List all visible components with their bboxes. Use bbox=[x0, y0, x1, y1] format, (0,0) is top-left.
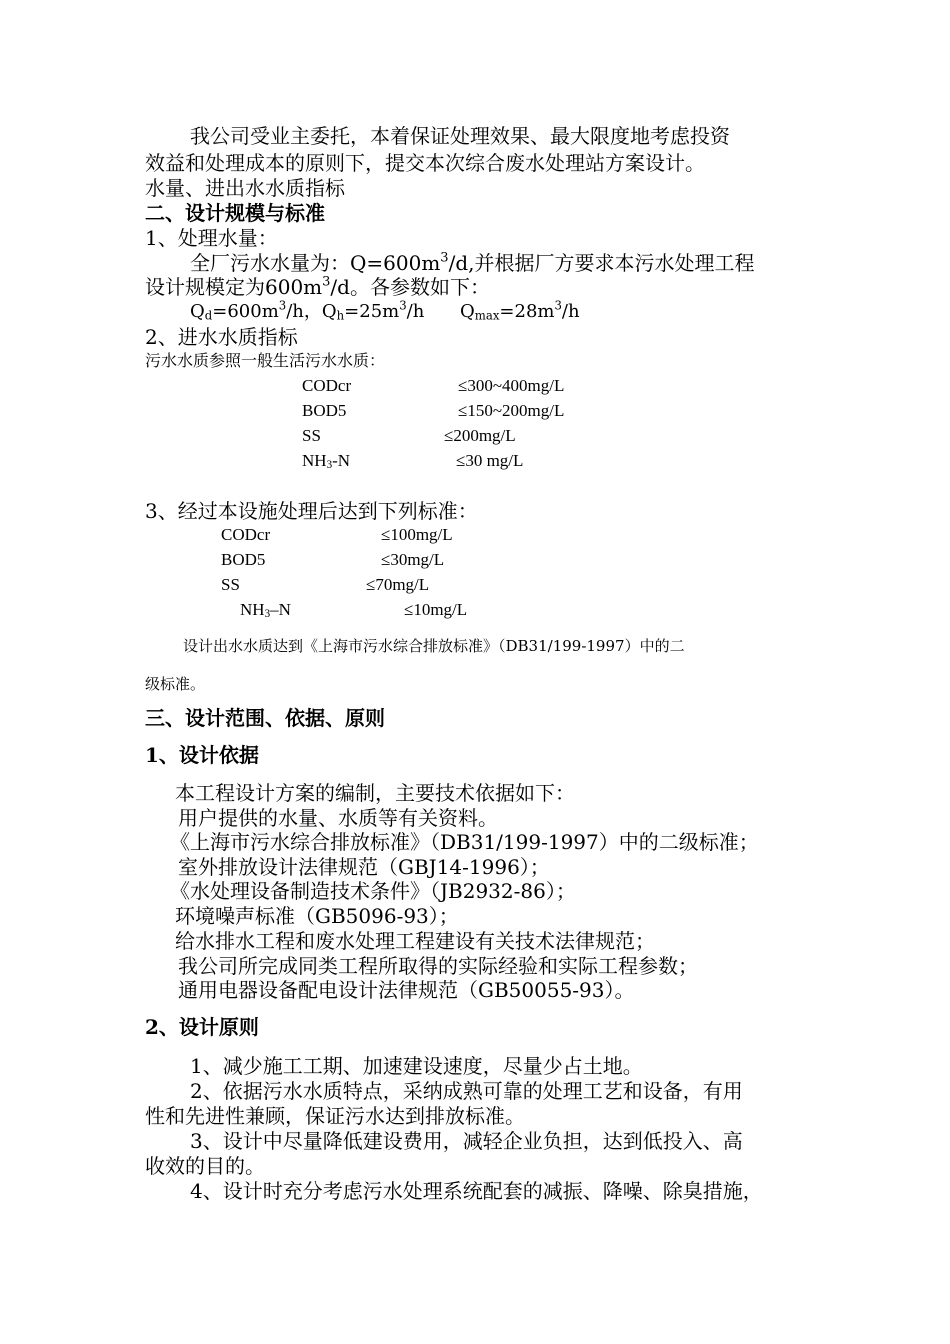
outlet-param-name-nh3: $NH_3-N$ bbox=[240, 600, 291, 621]
outlet-param-name: SS bbox=[221, 575, 240, 594]
basis-item: 《水处理设备制造技术条件》（JB2932-86）； bbox=[170, 879, 576, 903]
flow-text-1: 全厂污水水量为：$Q=600m^3/d$,并根据厂方要求本污水处理工程 bbox=[190, 250, 755, 275]
flow-title: 1、处理水量： bbox=[145, 226, 278, 250]
outlet-standard-line-1: 设计出水水质达到《上海市污水综合排放标准》（DB31/199-1997）中的二 bbox=[183, 637, 685, 655]
principle-3-line-2: 收效的目的。 bbox=[145, 1154, 265, 1178]
outlet-param-value: ≤70mg/L bbox=[366, 575, 430, 594]
principle-2-line-2: 性和先进性兼顾，保证污水达到排放标准。 bbox=[145, 1104, 525, 1128]
intro-line-3: 水量、进出水水质指标 bbox=[145, 176, 345, 200]
outlet-param-value: ≤100mg/L bbox=[381, 525, 453, 544]
inlet-param-value: ≤200mg/L bbox=[444, 426, 516, 445]
principles-heading: 2、设计原则 bbox=[145, 1015, 259, 1039]
principle-3-line-1: 3、设计中尽量降低建设费用，减轻企业负担，达到低投入、高 bbox=[190, 1129, 743, 1153]
basis-heading: 1、设计依据 bbox=[145, 743, 259, 767]
principle-4-line-1: 4、设计时充分考虑污水处理系统配套的减振、降噪、除臭措施， bbox=[190, 1179, 763, 1203]
section-2-heading: 二、设计规模与标准 bbox=[145, 201, 325, 225]
inlet-note: 污水水质参照一般生活污水水质： bbox=[145, 351, 386, 370]
section-3-heading: 三、设计范围、依据、原则 bbox=[145, 706, 385, 730]
inlet-title: 2、进水水质指标 bbox=[145, 325, 298, 349]
intro-line-2: 效益和处理成本的原则下，提交本次综合废水处理站方案设计。 bbox=[145, 151, 705, 175]
inlet-param-name: CODcr bbox=[302, 376, 352, 395]
inlet-param-value: ≤300~400mg/L bbox=[458, 376, 565, 395]
basis-item: 我公司所完成同类工程所取得的实际经验和实际工程参数； bbox=[178, 954, 698, 978]
basis-item: 环境噪声标准（GB5096-93）； bbox=[175, 904, 459, 928]
basis-item: 给水排水工程和废水处理工程建设有关技术法律规范； bbox=[175, 929, 655, 953]
basis-intro: 本工程设计方案的编制，主要技术依据如下： bbox=[175, 781, 575, 805]
principle-2-line-1: 2、依据污水水质特点，采纳成熟可靠的处理工艺和设备，有用 bbox=[190, 1079, 743, 1103]
flow-qmax: $Q_{max}=28m^3/h$ bbox=[460, 298, 580, 323]
outlet-standard-line-2: 级标准。 bbox=[145, 675, 206, 693]
inlet-param-value: ≤30 mg/L bbox=[456, 451, 524, 470]
flow-text-2: 设计规模定为$600m^3/d$。各参数如下： bbox=[145, 274, 490, 299]
basis-item: 通用电器设备配电设计法律规范（GB50055-93）。 bbox=[178, 978, 635, 1002]
outlet-param-value: ≤10mg/L bbox=[404, 600, 468, 619]
intro-line-1: 我公司受业主委托，本着保证处理效果、最大限度地考虑投资 bbox=[190, 124, 730, 148]
inlet-param-name: BOD5 bbox=[302, 401, 347, 420]
inlet-param-value: ≤150~200mg/L bbox=[458, 401, 565, 420]
inlet-param-name-nh3: $NH_3-N$ bbox=[302, 451, 351, 472]
outlet-param-name: BOD5 bbox=[221, 550, 266, 569]
inlet-param-name: SS bbox=[302, 426, 321, 445]
outlet-param-value: ≤30mg/L bbox=[381, 550, 445, 569]
basis-item: 《上海市污水综合排放标准》（DB31/199-1997）中的二级标准； bbox=[170, 830, 759, 854]
outlet-title: 3、经过本设施处理后达到下列标准： bbox=[145, 499, 478, 523]
flow-qd: $Q_d=600m^3/h$，$Q_h=25m^3/h$ bbox=[190, 298, 425, 323]
basis-item: 用户提供的水量、水质等有关资料。 bbox=[178, 806, 498, 830]
outlet-param-name: CODcr bbox=[221, 525, 271, 544]
principle-1: 1、减少施工工期、加速建设速度，尽量少占土地。 bbox=[190, 1054, 643, 1078]
basis-item: 室外排放设计法律规范（GBJ14-1996）； bbox=[178, 855, 550, 879]
